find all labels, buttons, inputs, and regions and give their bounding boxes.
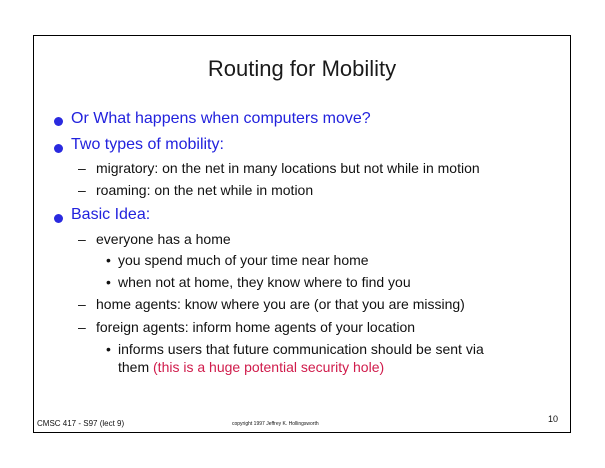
sub-sub-item-line2 — [118, 359, 384, 375]
sub-item: everyone has a home — [96, 231, 231, 247]
footer-copyright: copyright 1997 Jeffrey K. Hollingsworth — [232, 421, 319, 427]
sub-sub-item-line2-plain: them — [118, 359, 150, 375]
small-bullet-icon: • — [106, 274, 111, 290]
small-bullet-icon: • — [106, 252, 111, 268]
bullet-item: Or What happens when computers move? — [71, 110, 371, 127]
sub-item: home agents: know where you are (or that you are missing) — [96, 296, 465, 312]
security-hole-note: (this is a huge potential security hole) — [153, 359, 385, 375]
sub-item: roaming: on the net while in motion — [96, 182, 314, 198]
sub-item: foreign agents: inform home agents of your location — [96, 319, 416, 335]
bullet-dot-icon — [54, 117, 63, 126]
bullet-dot-icon — [54, 144, 63, 153]
page-number: 10 — [547, 414, 558, 424]
footer-course: CMSC 417 - S97 (lect 9) — [37, 419, 125, 428]
bullet-dot-icon — [54, 214, 63, 223]
dash-marker: – — [78, 319, 86, 335]
slide-title: Routing for Mobility — [207, 56, 397, 81]
bullet-item: Basic Idea: — [71, 206, 151, 223]
slide-frame — [33, 35, 571, 433]
dash-marker: – — [78, 182, 86, 198]
sub-sub-item: you spend much of your time near home — [118, 252, 369, 268]
small-bullet-icon: • — [106, 341, 111, 357]
dash-marker: – — [78, 296, 86, 312]
sub-item: migratory: on the net in many locations but not while in motion — [96, 160, 480, 176]
sub-sub-item-line1: informs users that future communication should be sent via — [118, 341, 484, 357]
dash-marker: – — [78, 160, 86, 176]
bullet-item: Two types of mobility: — [71, 136, 224, 153]
dash-marker: – — [78, 231, 86, 247]
sub-sub-item: when not at home, they know where to find you — [118, 274, 411, 290]
